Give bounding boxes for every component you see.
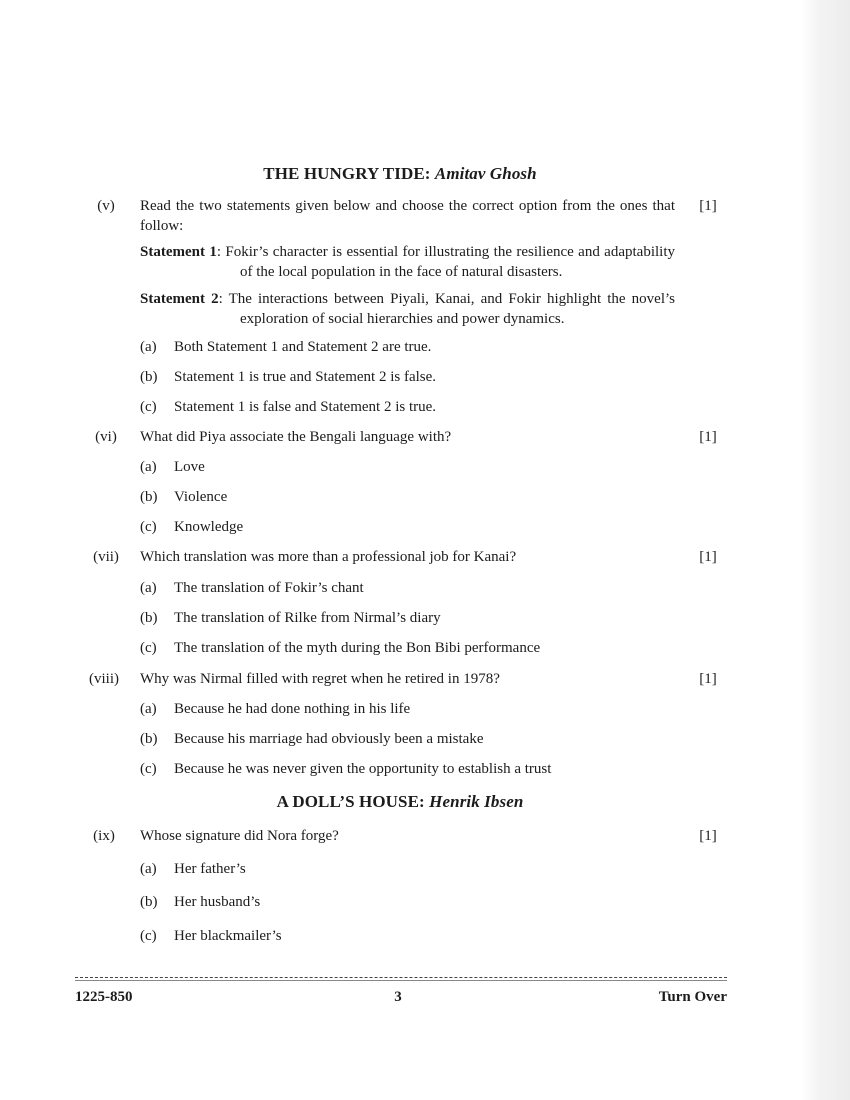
- question-text: Read the two statements given below and choose the correct option from the ones that follow:: [140, 198, 675, 234]
- question-text: Why was Nirmal filled with regret when he retired in 1978?: [140, 671, 500, 687]
- option-text: Love: [174, 459, 205, 475]
- question-text: What did Piya associate the Bengali language with?: [140, 429, 452, 445]
- option-letter: (c): [140, 761, 157, 777]
- option-a: [140, 701, 680, 718]
- page-number: 3: [394, 989, 402, 1005]
- option-letter: (b): [140, 610, 158, 626]
- option-text: Knowledge: [174, 519, 244, 535]
- question-number: (viii): [89, 671, 119, 687]
- question-marks: [1]: [699, 429, 717, 445]
- option-letter: (a): [140, 459, 157, 475]
- option-a: [140, 459, 680, 476]
- option-a: [140, 339, 680, 356]
- question-number: (v): [97, 198, 115, 214]
- option-text: Her father’s: [174, 861, 246, 877]
- option-text: Her husband’s: [174, 894, 261, 910]
- option-b: [140, 894, 680, 911]
- statement-label: Statement 1: [140, 244, 217, 260]
- option-letter: (c): [140, 640, 157, 656]
- question-text: Which translation was more than a professional job for Kanai?: [140, 549, 517, 565]
- option-b: [140, 731, 680, 748]
- option-text: The translation of Fokir’s chant: [174, 580, 364, 596]
- option-text: Both Statement 1 and Statement 2 are true.: [174, 339, 432, 355]
- footer-divider: [75, 977, 727, 978]
- option-letter: (b): [140, 489, 158, 505]
- section-author: Amitav Ghosh: [434, 164, 537, 183]
- option-letter: (b): [140, 369, 158, 385]
- option-b: [140, 369, 680, 386]
- option-text: The translation of the myth during the Bon Bibi performance: [174, 640, 541, 656]
- footer-divider-secondary: [75, 980, 727, 981]
- option-b: [140, 610, 680, 627]
- option-text: The translation of Rilke from Nirmal’s diary: [174, 610, 441, 626]
- option-letter: (a): [140, 861, 157, 877]
- section-title: A DOLL’S HOUSE:: [276, 792, 430, 811]
- option-c: [140, 640, 680, 657]
- option-letter: (a): [140, 701, 157, 717]
- question-marks: [1]: [699, 828, 717, 844]
- page-edge-shadow: [802, 0, 850, 1100]
- option-letter: (c): [140, 519, 157, 535]
- turn-over-label: Turn Over: [658, 989, 727, 1005]
- option-c: [140, 399, 680, 416]
- section-title: THE HUNGRY TIDE:: [263, 164, 435, 183]
- option-text: Because he had done nothing in his life: [174, 701, 411, 717]
- section-heading-dolls-house: [0, 792, 800, 812]
- question-marks: [1]: [699, 671, 717, 687]
- option-a: [140, 580, 680, 597]
- question-number: (ix): [93, 828, 115, 844]
- option-text: Her blackmailer’s: [174, 928, 282, 944]
- question-marks: [1]: [699, 549, 717, 565]
- option-letter: (c): [140, 928, 157, 944]
- section-heading-hungry-tide: [0, 164, 800, 184]
- option-letter: (b): [140, 894, 158, 910]
- statement-1: [140, 242, 675, 282]
- option-text: Statement 1 is true and Statement 2 is false.: [174, 369, 437, 385]
- option-text: Violence: [174, 489, 228, 505]
- statement-text: : Fokir’s character is essential for illustrating the resilience and adaptability of the local population in the face of natural disasters.: [216, 244, 675, 280]
- statement-label: Statement 2: [140, 291, 219, 307]
- option-text: Because his marriage had obviously been a mistake: [174, 731, 484, 747]
- question-number: (vi): [95, 429, 117, 445]
- question-marks: [1]: [699, 198, 717, 214]
- option-c: [140, 519, 680, 536]
- question-text: Whose signature did Nora forge?: [140, 828, 339, 844]
- option-text: Because he was never given the opportunity to establish a trust: [174, 761, 552, 777]
- option-letter: (b): [140, 731, 158, 747]
- statement-2: [140, 289, 675, 329]
- option-letter: (a): [140, 339, 157, 355]
- paper-code: 1225-850: [75, 989, 133, 1005]
- section-author: Henrik Ibsen: [429, 792, 524, 811]
- option-a: [140, 861, 680, 878]
- option-letter: (c): [140, 399, 157, 415]
- option-letter: (a): [140, 580, 157, 596]
- option-b: [140, 489, 680, 506]
- option-c: [140, 761, 680, 778]
- statement-text: : The interactions between Piyali, Kanai, and Fokir highlight the novel’s exploration of social hierarchies and power dynamics.: [218, 291, 675, 327]
- option-c: [140, 928, 680, 945]
- option-text: Statement 1 is false and Statement 2 is true.: [174, 399, 437, 415]
- question-number: (vii): [93, 549, 119, 565]
